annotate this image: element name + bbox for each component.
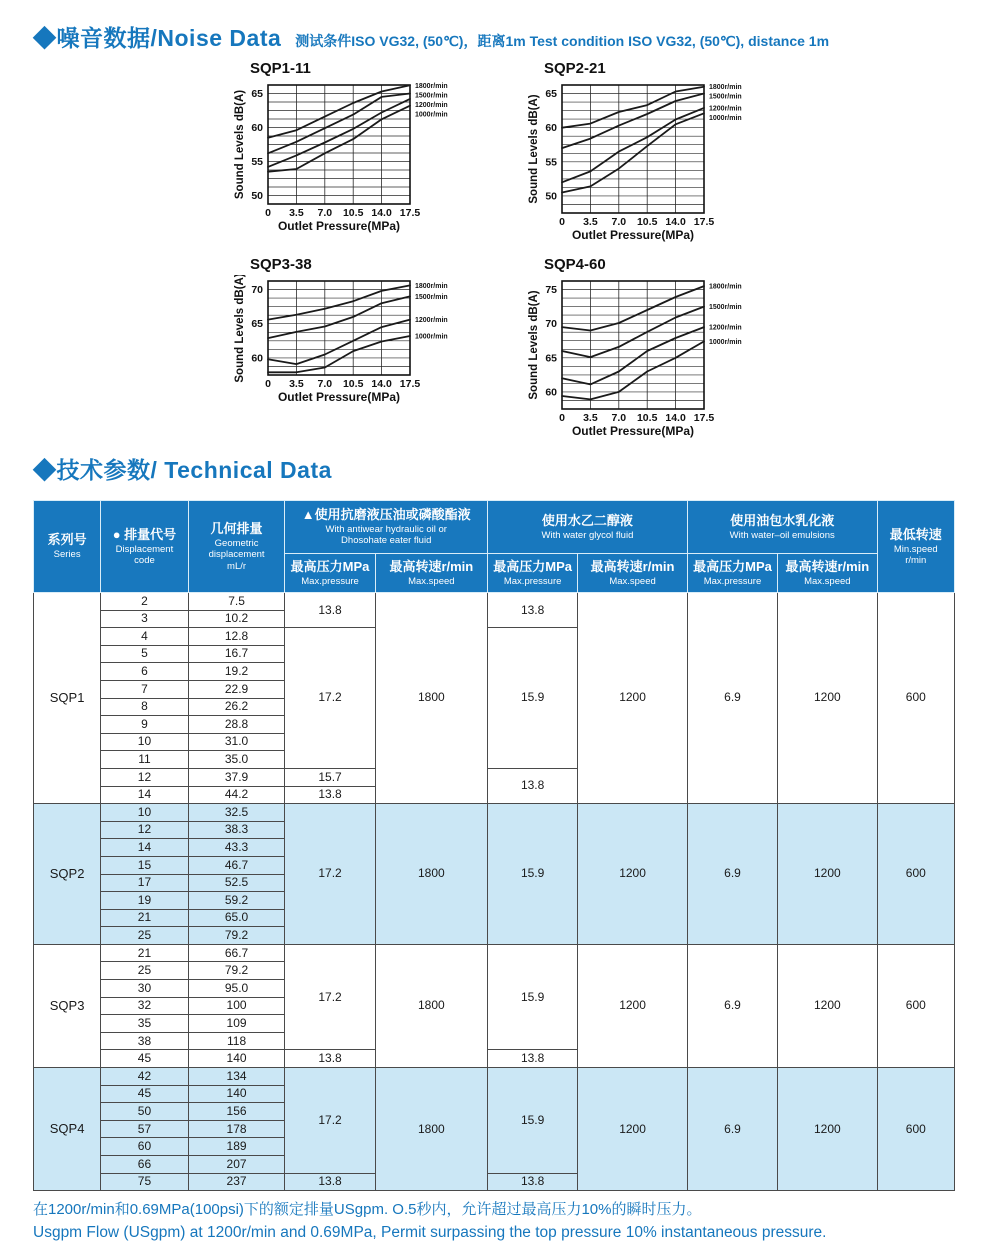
- col-label-en: Geometric: [214, 538, 259, 550]
- displacement-code: 3: [101, 610, 188, 628]
- displacement-code: 10: [101, 804, 188, 822]
- legend-label: 1000r/min: [709, 338, 742, 346]
- col-group-antiwear-fluid: [285, 501, 488, 554]
- geometric-displacement: 140: [188, 1085, 285, 1103]
- displacement-code: 8: [101, 698, 188, 716]
- geometric-displacement: 59.2: [188, 892, 285, 910]
- emulsion-max-speed: 1200: [778, 944, 877, 1067]
- table-row: [34, 804, 955, 822]
- col-label-en: With water glycol fluid: [541, 529, 634, 541]
- y-axis-label: Sound Levels dB(A): [234, 89, 246, 200]
- antiwear-max-speed: 1800: [375, 944, 487, 1067]
- displacement-code: 30: [101, 980, 188, 998]
- geometric-displacement: 28.8: [188, 716, 285, 734]
- geometric-displacement: 43.3: [188, 839, 285, 857]
- x-axis-label: Outlet Pressure(MPa): [277, 390, 401, 404]
- legend-label: 1500r/min: [709, 93, 742, 101]
- y-tick-label: 60: [251, 352, 263, 365]
- glycol-max-pressure: 15.9: [488, 628, 578, 769]
- col-label-en: Max.pressure: [301, 575, 359, 587]
- geometric-displacement: 16.7: [188, 645, 285, 663]
- y-tick-label: 70: [545, 318, 557, 331]
- displacement-code: 12: [101, 821, 188, 839]
- col-label-en: Max.pressure: [503, 575, 562, 587]
- series-line: [268, 285, 410, 319]
- x-tick-label: 17.5: [399, 207, 421, 219]
- col-header-displacement-code: [101, 501, 188, 593]
- x-axis-label: Outlet Pressure(MPa): [277, 219, 401, 233]
- emulsion-max-speed: 1200: [778, 804, 877, 945]
- displacement-code: 75: [101, 1173, 188, 1191]
- emulsion-max-pressure: 6.9: [687, 804, 777, 945]
- table-row: [34, 944, 955, 962]
- col-label-en: Min.speed: [893, 543, 938, 555]
- x-tick-label: 17.5: [693, 412, 715, 424]
- displacement-code: 19: [101, 892, 188, 910]
- legend-label: 1200r/min: [709, 324, 742, 332]
- geometric-displacement: 26.2: [188, 698, 285, 716]
- x-tick-label: 3.5: [583, 412, 598, 424]
- antiwear-max-pressure: 13.8: [285, 1050, 375, 1068]
- glycol-max-speed: 1200: [578, 593, 688, 804]
- emulsion-max-speed: 1200: [778, 593, 877, 804]
- x-axis-label: Outlet Pressure(MPa): [571, 424, 695, 438]
- displacement-code: 66: [101, 1156, 188, 1174]
- geometric-displacement: 38.3: [188, 821, 285, 839]
- displacement-code: 12: [101, 768, 188, 786]
- geometric-displacement: 65.0: [188, 909, 285, 927]
- geometric-displacement: 118: [188, 1032, 285, 1050]
- displacement-code: 21: [101, 944, 188, 962]
- glycol-max-pressure: 13.8: [488, 593, 578, 628]
- displacement-code: 25: [101, 962, 188, 980]
- geometric-displacement: 44.2: [188, 786, 285, 804]
- antiwear-max-pressure: 15.7: [285, 768, 375, 786]
- antiwear-max-pressure: 17.2: [285, 944, 375, 1050]
- x-tick-label: 10.5: [342, 378, 364, 390]
- series-label: SQP1: [34, 593, 101, 804]
- footnote-en: Usgpm Flow (USgpm) at 1200r/min and 0.69MPa, Permit surpassing the top pressure 10% instantaneous pressure.: [33, 1224, 827, 1241]
- series-line: [562, 341, 704, 399]
- noise-test-condition: 测试条件ISO VG32, (50℃)，距离1m Test condition ISO VG32, (50℃), distance 1m: [295, 33, 830, 49]
- col-label-en: Max.speed: [609, 575, 656, 587]
- x-tick-label: 3.5: [289, 207, 304, 219]
- geometric-displacement: 237: [188, 1173, 285, 1191]
- col-label-zh: 最高压力MPa: [493, 558, 572, 574]
- legend-label: 1000r/min: [415, 333, 448, 341]
- antiwear-max-pressure: 13.8: [285, 1173, 375, 1191]
- min-speed: 600: [877, 804, 954, 945]
- col-label-en: Dhosohate eater fluid: [341, 535, 432, 547]
- geometric-displacement: 79.2: [188, 962, 285, 980]
- displacement-code: 32: [101, 997, 188, 1015]
- x-tick-label: 0: [265, 207, 271, 219]
- chart-canvas: [528, 79, 762, 243]
- legend-label: 1200r/min: [709, 105, 742, 113]
- tech-section-title: ◆技术参数/ Technical Data: [33, 457, 332, 483]
- antiwear-max-speed: 1800: [375, 1068, 487, 1191]
- chart-canvas: [234, 79, 468, 234]
- legend-label: 1200r/min: [415, 101, 448, 109]
- geometric-displacement: 37.9: [188, 768, 285, 786]
- displacement-code: 5: [101, 645, 188, 663]
- displacement-code: 6: [101, 663, 188, 681]
- glycol-max-speed: 1200: [578, 944, 688, 1067]
- chart-title-sqp2-21: SQP2-21: [544, 60, 606, 77]
- geometric-displacement: 66.7: [188, 944, 285, 962]
- legend-label: 1800r/min: [709, 283, 742, 291]
- col-label-zh: ▲使用抗磨液压油或磷酸酯液: [301, 507, 471, 523]
- col-header-glycol-max-speed: [578, 554, 688, 593]
- displacement-code: 57: [101, 1120, 188, 1138]
- col-group-water-oil-emulsion: [687, 501, 877, 554]
- x-tick-label: 3.5: [583, 216, 598, 228]
- geometric-displacement: 100: [188, 997, 285, 1015]
- series-line: [268, 296, 410, 338]
- col-label-en: code: [134, 554, 155, 566]
- col-group-water-glycol: [488, 501, 688, 554]
- col-label-en: displacement: [208, 549, 265, 561]
- x-tick-label: 7.0: [317, 378, 333, 390]
- y-tick-label: 75: [545, 284, 557, 296]
- technical-table-body: [34, 593, 955, 1191]
- footnotes: [33, 1198, 826, 1242]
- displacement-code: 9: [101, 716, 188, 734]
- glycol-max-speed: 1200: [578, 1068, 688, 1191]
- col-label-en: Max.speed: [408, 575, 455, 587]
- displacement-code: 2: [101, 593, 188, 611]
- emulsion-max-pressure: 6.9: [687, 593, 777, 804]
- displacement-code: 42: [101, 1068, 188, 1086]
- displacement-code: 45: [101, 1050, 188, 1068]
- col-label-zh: 最高转速r/min: [785, 558, 870, 574]
- y-tick-label: 55: [251, 156, 263, 168]
- col-label-en: mL/r: [227, 560, 247, 572]
- emulsion-max-speed: 1200: [778, 1068, 877, 1191]
- geometric-displacement: 134: [188, 1068, 285, 1086]
- col-header-antiwear-max-speed: [375, 554, 487, 593]
- y-axis-label: Sound Levels dB(A): [528, 290, 540, 400]
- antiwear-max-pressure: 17.2: [285, 628, 375, 769]
- displacement-code: 35: [101, 1015, 188, 1033]
- x-tick-label: 10.5: [636, 412, 658, 424]
- min-speed: 600: [877, 944, 954, 1067]
- y-tick-label: 65: [545, 88, 557, 100]
- geometric-displacement: 140: [188, 1050, 285, 1068]
- x-tick-label: 0: [559, 216, 565, 228]
- legend-label: 1000r/min: [415, 111, 448, 119]
- legend-label: 1200r/min: [415, 317, 448, 325]
- x-tick-label: 0: [559, 412, 565, 424]
- col-label-zh: 最高转速r/min: [590, 558, 675, 574]
- col-label-zh: ● 排量代号: [112, 526, 177, 542]
- glycol-max-pressure: 15.9: [488, 944, 578, 1050]
- series-label: SQP3: [34, 944, 101, 1067]
- x-tick-label: 17.5: [399, 378, 421, 390]
- legend-label: 1800r/min: [709, 84, 742, 92]
- displacement-code: 10: [101, 733, 188, 751]
- technical-table: [33, 500, 955, 1191]
- geometric-displacement: 109: [188, 1015, 285, 1033]
- col-label-en: Displacement: [115, 543, 174, 555]
- geometric-displacement: 178: [188, 1120, 285, 1138]
- legend-label: 1800r/min: [415, 282, 448, 290]
- legend-label: 1500r/min: [709, 304, 742, 312]
- displacement-code: 50: [101, 1103, 188, 1121]
- col-label-en: r/min: [905, 554, 927, 566]
- y-tick-label: 70: [251, 284, 263, 296]
- antiwear-max-speed: 1800: [375, 804, 487, 945]
- footnote-zh: 在1200r/min和0.69MPa(100psi)下的额定排量USgpm. O.5秒内，允许超过最高压力10%的瞬时压力。: [33, 1201, 702, 1218]
- glycol-max-speed: 1200: [578, 804, 688, 945]
- x-axis-label: Outlet Pressure(MPa): [571, 228, 695, 242]
- y-tick-label: 60: [545, 122, 557, 135]
- y-tick-label: 65: [251, 318, 263, 331]
- col-label-zh: 使用油包水乳化液: [730, 512, 835, 528]
- displacement-code: 38: [101, 1032, 188, 1050]
- x-tick-label: 10.5: [636, 216, 658, 228]
- geometric-displacement: 32.5: [188, 804, 285, 822]
- x-tick-label: 14.0: [665, 216, 686, 228]
- geometric-displacement: 12.8: [188, 628, 285, 646]
- geometric-displacement: 95.0: [188, 980, 285, 998]
- col-header-emulsion-max-speed: [778, 554, 877, 593]
- geometric-displacement: 156: [188, 1103, 285, 1121]
- displacement-code: 15: [101, 856, 188, 874]
- col-header-series: [34, 501, 101, 593]
- displacement-code: 11: [101, 751, 188, 769]
- x-tick-label: 0: [265, 378, 271, 390]
- series-line: [268, 320, 410, 365]
- displacement-code: 60: [101, 1138, 188, 1156]
- technical-table-header: [34, 501, 955, 593]
- x-tick-label: 7.0: [317, 207, 333, 219]
- y-tick-label: 50: [545, 190, 557, 203]
- legend-label: 1500r/min: [415, 92, 448, 100]
- glycol-max-pressure: 15.9: [488, 1068, 578, 1174]
- geometric-displacement: 52.5: [188, 874, 285, 892]
- x-tick-label: 3.5: [289, 378, 304, 390]
- geometric-displacement: 7.5: [188, 593, 285, 611]
- emulsion-max-pressure: 6.9: [687, 1068, 777, 1191]
- glycol-max-pressure: 15.9: [488, 804, 578, 945]
- y-tick-label: 50: [251, 190, 263, 202]
- col-label-zh: 几何排量: [210, 521, 263, 537]
- displacement-code: 14: [101, 786, 188, 804]
- x-tick-label: 7.0: [611, 216, 627, 228]
- noise-section-title: ◆噪音数据/Noise Data: [33, 25, 282, 51]
- legend-label: 1000r/min: [709, 114, 742, 122]
- antiwear-max-pressure: 13.8: [285, 593, 375, 628]
- col-label-en: With water–oil emulsions: [729, 529, 835, 541]
- geometric-displacement: 35.0: [188, 751, 285, 769]
- displacement-code: 4: [101, 628, 188, 646]
- y-tick-label: 65: [251, 88, 263, 100]
- geometric-displacement: 19.2: [188, 663, 285, 681]
- col-label-zh: 最高压力MPa: [290, 558, 370, 574]
- col-label-zh: 最高转速r/min: [389, 558, 474, 574]
- col-label-en: Max.speed: [804, 575, 851, 587]
- chart-title-sqp4-60: SQP4-60: [544, 256, 606, 273]
- geometric-displacement: 189: [188, 1138, 285, 1156]
- col-label-zh: 系列号: [47, 532, 87, 548]
- series-label: SQP4: [34, 1068, 101, 1191]
- y-axis-label: Sound Levels dB(A): [234, 275, 246, 383]
- x-tick-label: 14.0: [665, 412, 686, 424]
- x-tick-label: 10.5: [342, 207, 364, 219]
- noise-chart-sqp2-21: [528, 60, 762, 248]
- glycol-max-pressure: 13.8: [488, 768, 578, 803]
- col-label-zh: 最低转速: [889, 526, 942, 542]
- geometric-displacement: 10.2: [188, 610, 285, 628]
- series-line: [268, 336, 410, 372]
- noise-chart-sqp3-38: [234, 256, 468, 410]
- col-header-emulsion-max-pressure: [687, 554, 777, 593]
- tech-section-header: [33, 452, 332, 485]
- col-label-zh: 最高压力MPa: [693, 558, 772, 574]
- col-header-glycol-max-pressure: [488, 554, 578, 593]
- y-axis-label: Sound Levels dB(A): [528, 94, 540, 204]
- displacement-code: 25: [101, 927, 188, 945]
- col-label-en: Max.pressure: [703, 575, 762, 587]
- displacement-code: 45: [101, 1085, 188, 1103]
- emulsion-max-pressure: 6.9: [687, 944, 777, 1067]
- noise-charts-area: [0, 60, 988, 452]
- x-tick-label: 17.5: [693, 216, 715, 228]
- y-tick-label: 60: [251, 122, 263, 134]
- col-label-en: With antiwear hydraulic oil or: [325, 524, 447, 536]
- col-label-zh: 使用水乙二醇液: [541, 512, 633, 528]
- displacement-code: 21: [101, 909, 188, 927]
- legend-label: 1800r/min: [415, 82, 448, 90]
- displacement-code: 14: [101, 839, 188, 857]
- displacement-code: 17: [101, 874, 188, 892]
- legend-label: 1500r/min: [415, 293, 448, 301]
- x-tick-label: 14.0: [371, 378, 392, 390]
- table-row: [34, 1068, 955, 1086]
- x-tick-label: 7.0: [611, 412, 627, 424]
- y-tick-label: 60: [545, 386, 557, 399]
- chart-canvas: [234, 275, 468, 405]
- col-header-antiwear-max-pressure: [285, 554, 375, 593]
- chart-title-sqp3-38: SQP3-38: [250, 256, 312, 273]
- geometric-displacement: 22.9: [188, 680, 285, 698]
- glycol-max-pressure: 13.8: [488, 1173, 578, 1191]
- y-tick-label: 65: [545, 352, 557, 365]
- noise-chart-sqp1-11: [234, 60, 468, 239]
- chart-canvas: [528, 275, 762, 439]
- antiwear-max-pressure: 17.2: [285, 1068, 375, 1174]
- geometric-displacement: 207: [188, 1156, 285, 1174]
- chart-title-sqp1-11: SQP1-11: [250, 60, 311, 77]
- col-header-min-speed: [877, 501, 954, 593]
- antiwear-max-pressure: 17.2: [285, 804, 375, 945]
- min-speed: 600: [877, 1068, 954, 1191]
- table-row: [34, 593, 955, 611]
- x-tick-label: 14.0: [371, 207, 392, 219]
- min-speed: 600: [877, 593, 954, 804]
- antiwear-max-speed: 1800: [375, 593, 487, 804]
- noise-chart-sqp4-60: [528, 256, 762, 444]
- col-label-en: Series: [53, 549, 81, 561]
- glycol-max-pressure: 13.8: [488, 1050, 578, 1068]
- displacement-code: 7: [101, 680, 188, 698]
- series-label: SQP2: [34, 804, 101, 945]
- geometric-displacement: 31.0: [188, 733, 285, 751]
- series-line: [268, 85, 410, 137]
- col-header-geometric-displacement: [188, 501, 285, 593]
- geometric-displacement: 79.2: [188, 927, 285, 945]
- antiwear-max-pressure: 13.8: [285, 786, 375, 804]
- geometric-displacement: 46.7: [188, 856, 285, 874]
- noise-section-header: [33, 20, 829, 53]
- y-tick-label: 55: [545, 156, 557, 169]
